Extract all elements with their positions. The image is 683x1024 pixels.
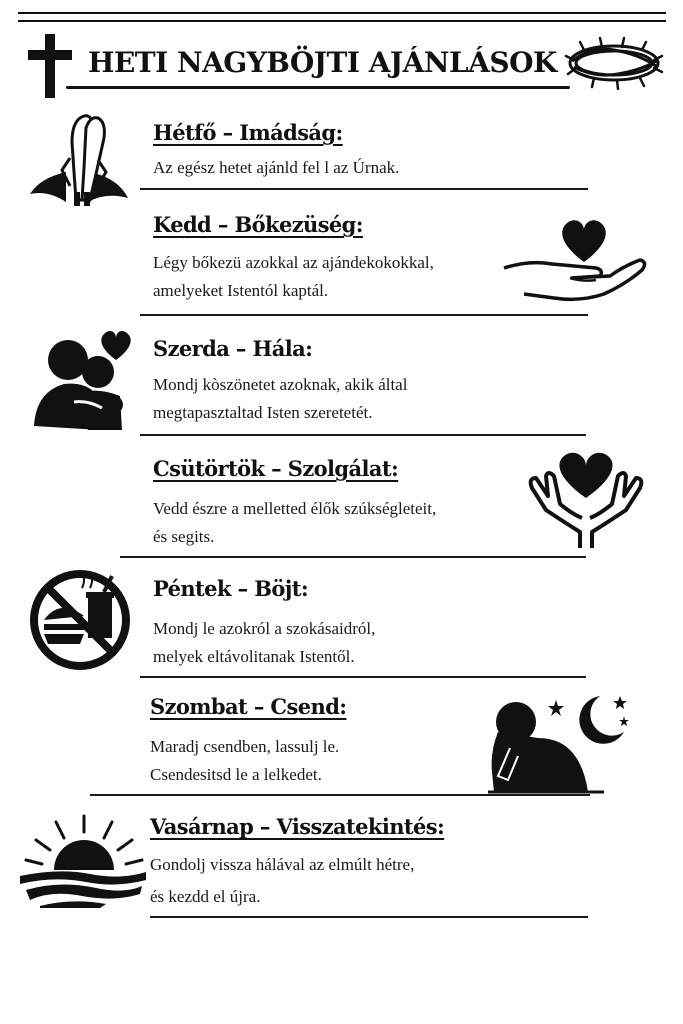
section-divider [120, 556, 586, 558]
crown-of-thorns-icon [562, 36, 666, 90]
section-divider [90, 794, 590, 796]
day-title: Szombat – Csend: [150, 694, 347, 719]
section-divider [150, 916, 588, 918]
day-description-line: Légy bőkezü azokkal az ajándekokokkal, [153, 253, 434, 272]
top-rule [18, 12, 666, 14]
section-divider [140, 314, 588, 316]
praying-hands-icon [26, 112, 130, 206]
day-title: Csütörtök – Szolgálat: [153, 456, 399, 481]
day-title: Szerda – Hála: [153, 336, 313, 361]
praying-person-moon-icon [488, 686, 638, 796]
day-title: Hétfő – Imádság: [153, 120, 343, 145]
top-rule-inner [18, 20, 666, 22]
section-divider [140, 676, 586, 678]
hands-holding-heart-icon [524, 448, 648, 552]
day-description-line: és segits. [153, 527, 215, 546]
day-description-line: Vedd észre a melletted élők szúkségleteit, [153, 499, 437, 518]
day-description-line: Gondolj vissza hálával az elmúlt hétre, [150, 855, 415, 874]
day-description-line: melyek eltávolitanak Istentől. [153, 647, 355, 666]
page-title: HETI NAGYBÖJTI AJÁNLÁSOK [88, 46, 557, 79]
sunrise-icon [20, 814, 146, 908]
day-description-line: amelyeket Istentól kaptál. [153, 281, 329, 300]
day-description-line: és kezdd el újra. [150, 887, 261, 906]
no-fast-food-icon [28, 568, 132, 672]
title-underline [66, 86, 570, 89]
header [0, 28, 683, 98]
heart-in-hand-icon [500, 214, 650, 304]
day-title: Vasárnap – Visszatekintés: [150, 814, 445, 839]
embrace-heart-icon [28, 326, 134, 432]
day-description-line: Maradj csendben, lassulj le. [150, 737, 340, 756]
day-description-line: Mondj kòszönetet azoknak, akik által [153, 375, 408, 394]
day-title: Kedd – Bőkezüség: [153, 212, 363, 237]
section-divider [140, 188, 588, 190]
section-divider [140, 434, 586, 436]
day-description-line: megtapasztaltad Isten szeretetét. [153, 403, 373, 422]
day-description-line: Csendesitsd le a lelkedet. [150, 765, 322, 784]
day-title: Péntek – Böjt: [153, 576, 308, 601]
day-description-line: Mondj le azokról a szokásaidról, [153, 619, 376, 638]
day-description-line: Az egész hetet ajánld fel l az Úrnak. [153, 158, 400, 177]
